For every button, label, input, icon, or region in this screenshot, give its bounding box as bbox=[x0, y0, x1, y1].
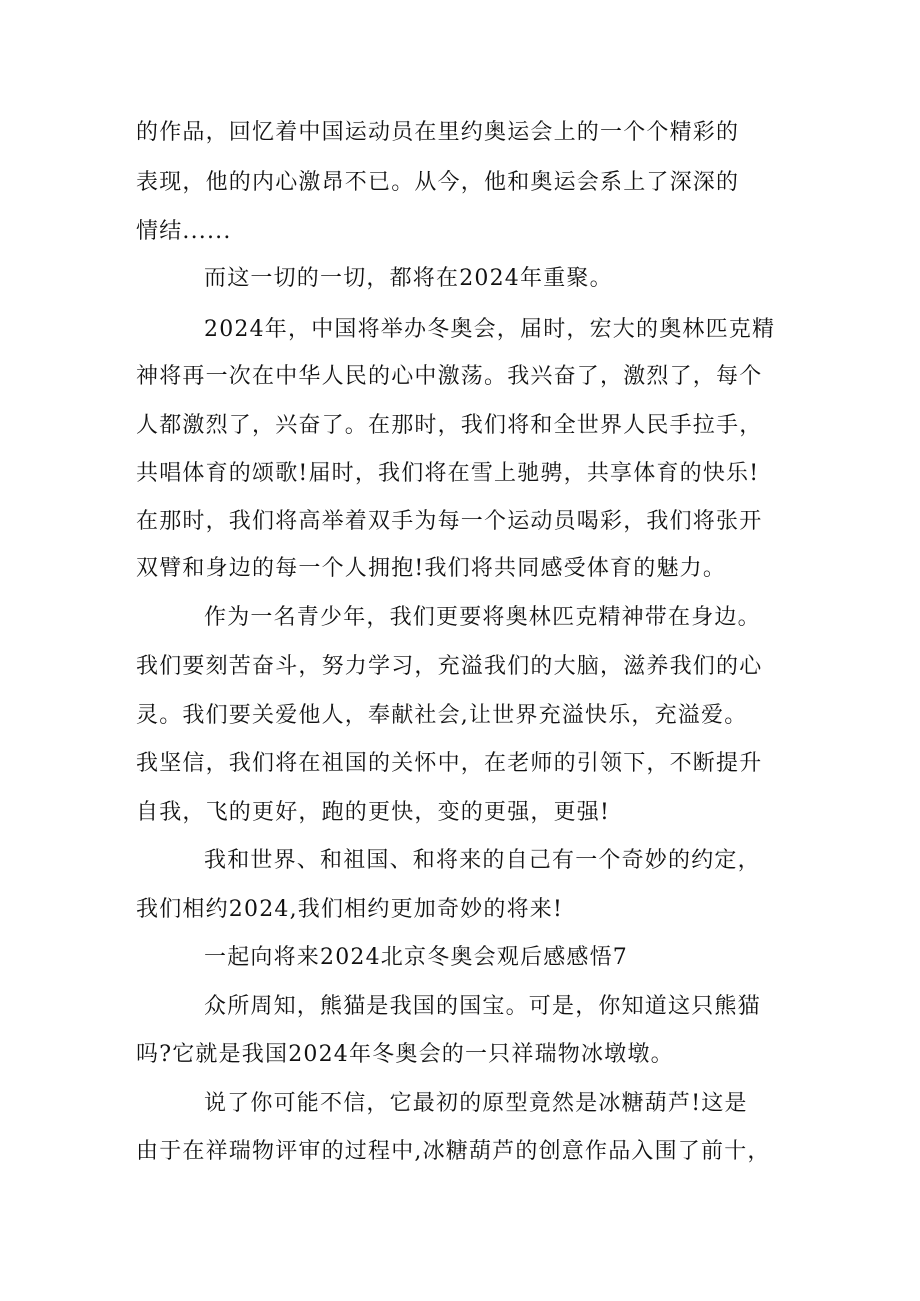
text-line: 说了你可能不信，它最初的原型竟然是冰糖葫芦!这是 bbox=[204, 1091, 748, 1116]
text-line: 的作品，回忆着中国运动员在里约奥运会上的一个个精彩的 bbox=[136, 120, 740, 145]
text-line: 情结...... bbox=[136, 219, 232, 244]
text-line: 众所周知，熊猫是我国的国宝。可是，你知道这只熊猫 bbox=[204, 994, 761, 1019]
text-line: 灵。我们要关爱他人，奉献社会,让世界充溢快乐，充溢爱。 bbox=[136, 703, 748, 728]
text-line: 我们要刻苦奋斗，努力学习，充溢我们的大脑，滋养我们的心 bbox=[136, 654, 763, 679]
text-line: 自我，飞的更好，跑的更快，变的更强，更强! bbox=[136, 800, 611, 825]
text-line: 我们相约2024,我们相约更加奇妙的将来! bbox=[136, 897, 564, 922]
text-line: 作为一名青少年，我们更要将奥林匹克精神带在身边。 bbox=[204, 605, 761, 630]
text-line: 共唱体育的颂歌!届时，我们将在雪上驰骋，共享体育的快乐! bbox=[136, 461, 760, 486]
text-line: 而这一切的一切，都将在2024年重聚。 bbox=[204, 266, 613, 291]
text-line: 人都激烈了，兴奋了。在那时，我们将和全世界人民手拉手， bbox=[136, 413, 763, 438]
text-line: 表现，他的内心激昂不已。从今，他和奥运会系上了深深的 bbox=[136, 170, 740, 195]
text-line: 双臂和身边的每一个人拥抱!我们将共同感受体育的魅力。 bbox=[136, 556, 727, 581]
text-line: 我坚信，我们将在祖国的关怀中，在老师的引领下，不断提升 bbox=[136, 751, 763, 776]
text-line: 神将再一次在中华人民的心中激荡。我兴奋了，激烈了，每个 bbox=[136, 364, 763, 389]
text-line: 由于在祥瑞物评审的过程中,冰糖葫芦的创意作品入围了前十， bbox=[136, 1139, 771, 1164]
text-line: 吗?它就是我国2024年冬奥会的一只祥瑞物冰墩墩。 bbox=[136, 1042, 674, 1067]
text-line: 2024年，中国将举办冬奥会，届时，宏大的奥林匹克精 bbox=[204, 317, 776, 342]
text-line: 在那时，我们将高举着双手为每一个运动员喝彩，我们将张开 bbox=[136, 509, 763, 534]
text-line: 我和世界、和祖国、和将来的自己有一个奇妙的约定， bbox=[204, 848, 761, 873]
text-line: 一起向将来2024北京冬奥会观后感感悟7 bbox=[204, 945, 628, 970]
